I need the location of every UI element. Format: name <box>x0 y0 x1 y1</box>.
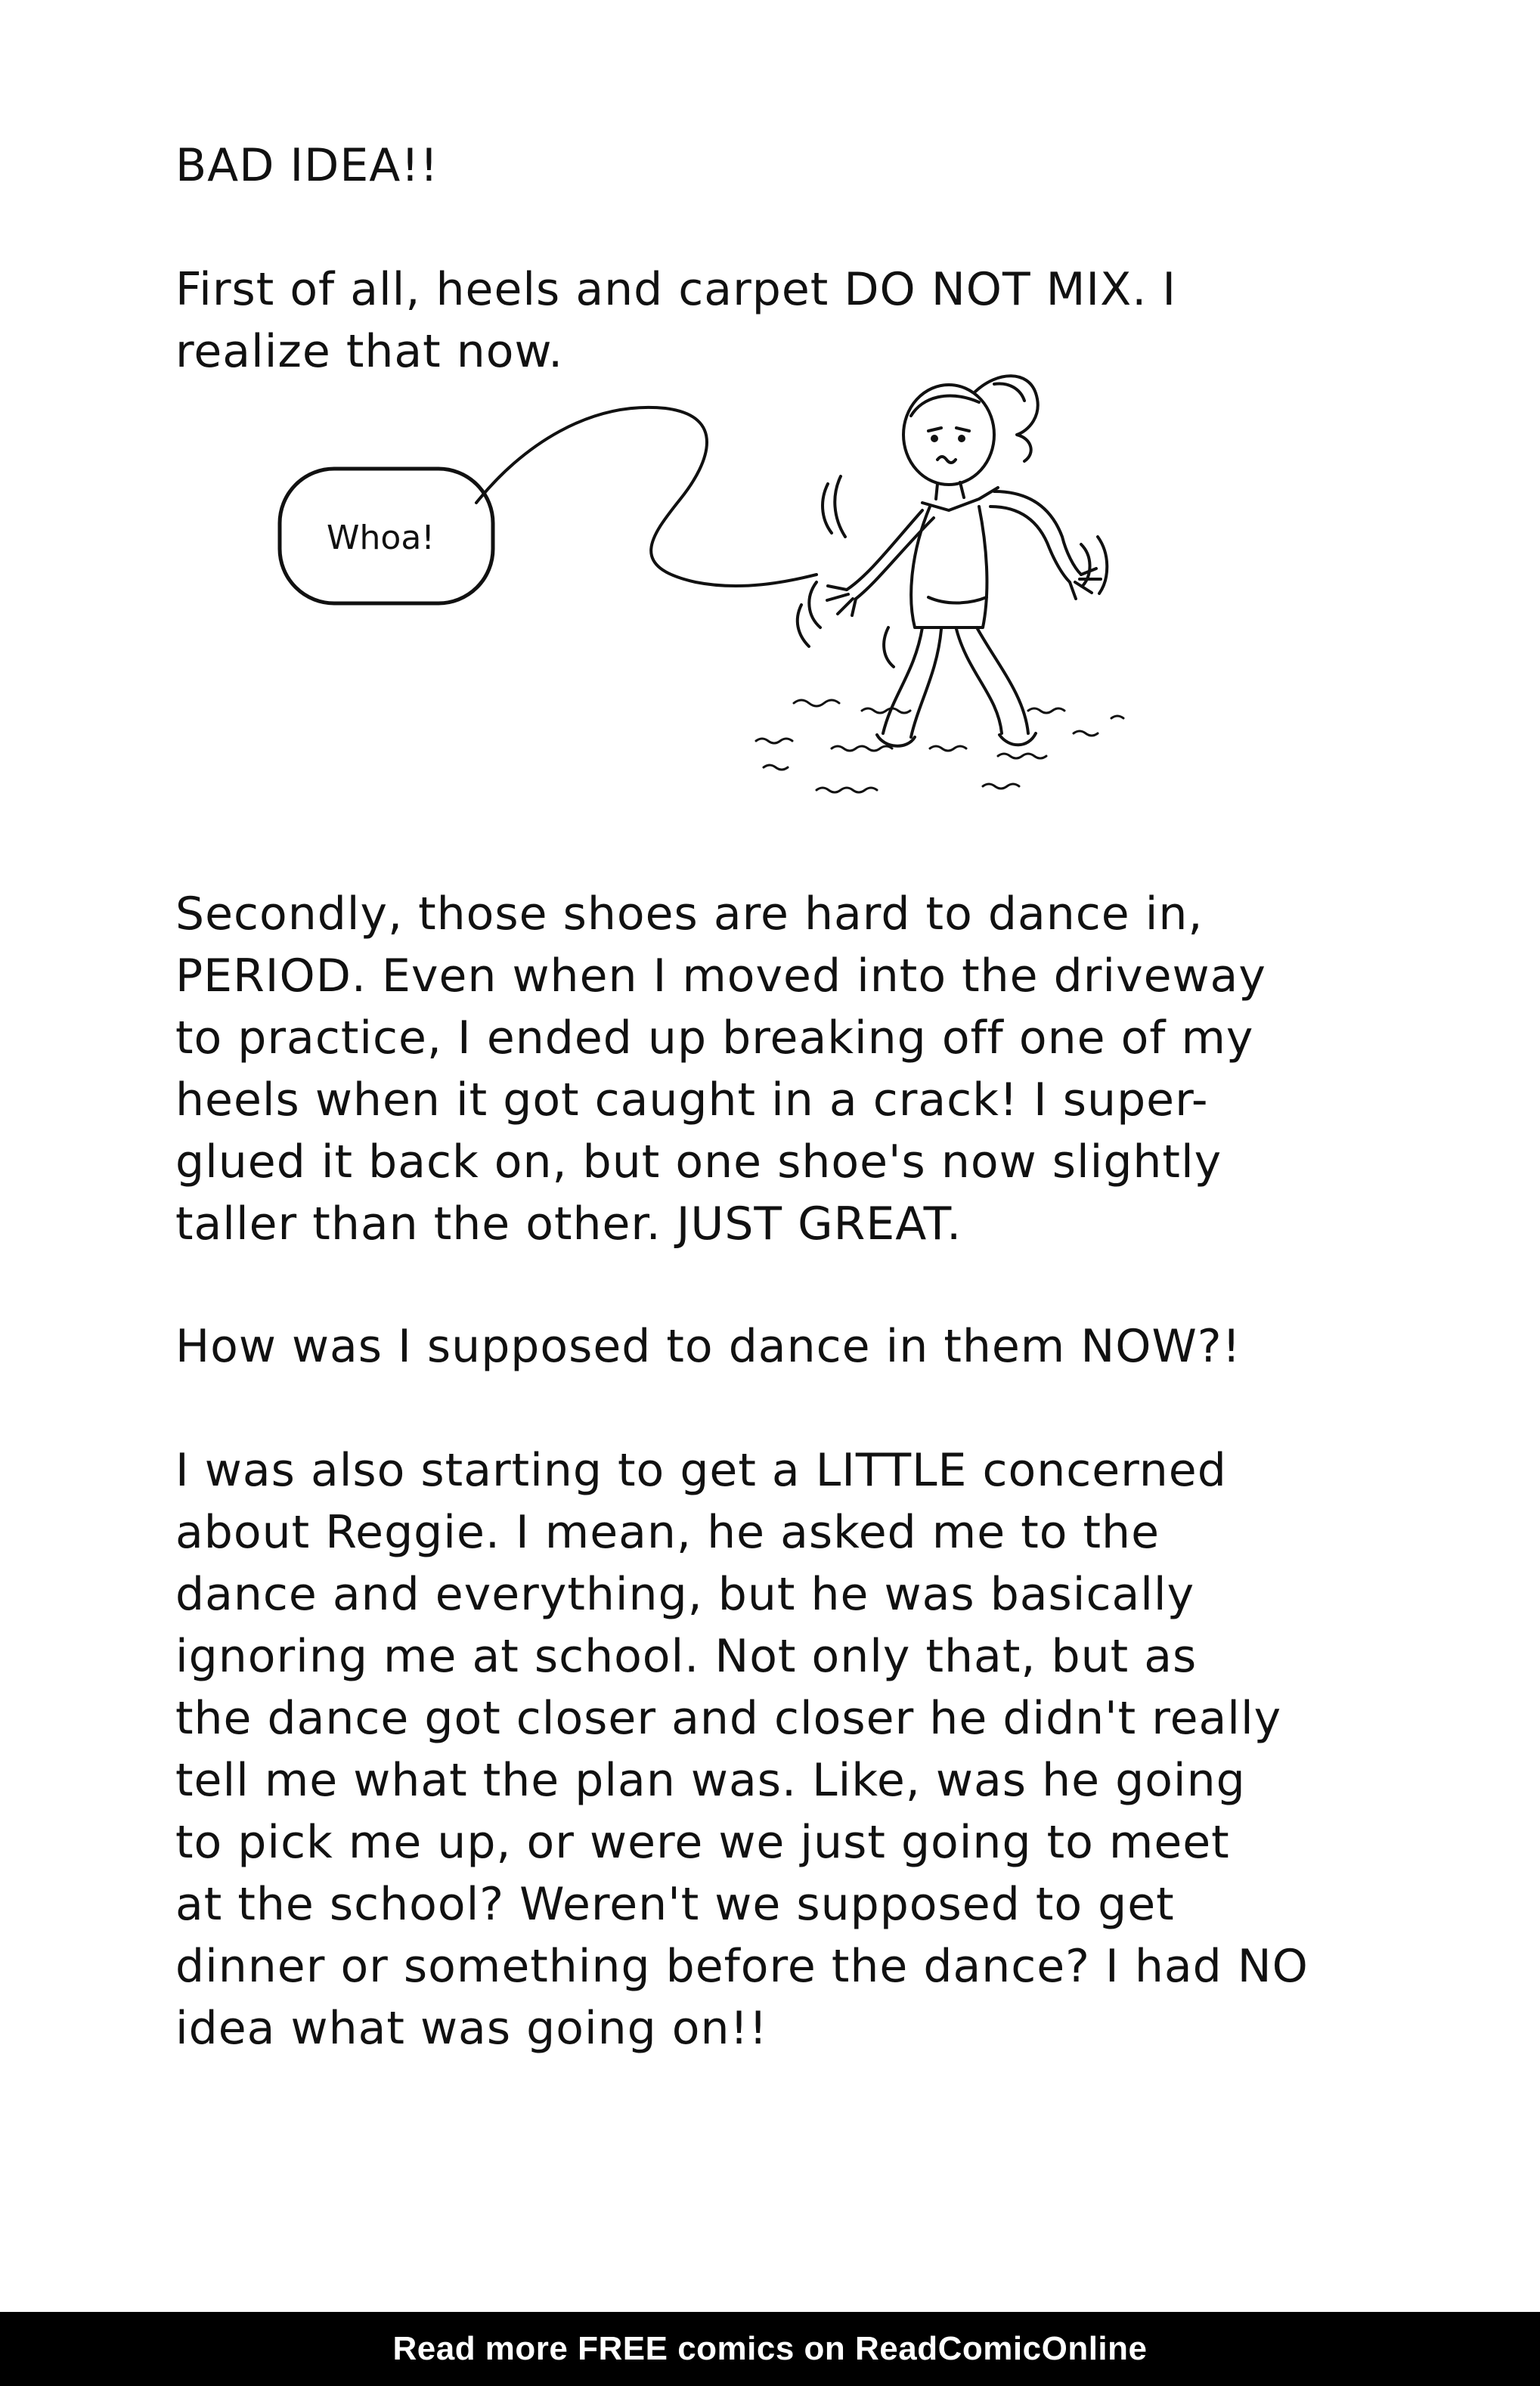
girl-figure <box>798 376 1107 745</box>
carpet-texture <box>756 700 1123 792</box>
paragraph-how-dance: How was I supposed to dance in them NOW?! <box>175 1320 1241 1373</box>
paragraph-reggie-concern: I was also starting to get a LITTLE concerned about Reggie. I mean, he asked me to the dance and everything, but he was basically ignoring me at school. Not only that, but as the dance got closer and closer he didn't really tell me what the plan was. Like, was he going to pick me up, or were we just going to meet at the school? Weren't we supposed to get dinner or something before the dance? I had NO idea what was going on!! <box>175 1444 1309 2055</box>
girl-wobbling-illustration <box>272 355 1255 839</box>
paragraph-heels-carpet: First of all, heels and carpet DO NOT MIX. I realize that now. <box>175 263 1177 378</box>
footer-banner-text[interactable]: Read more FREE comics on ReadComicOnline <box>392 2330 1148 2367</box>
paragraph-shoes-hard: Secondly, those shoes are hard to dance in, PERIOD. Even when I moved into the driveway to practice, I ended up breaking off one of my heels when it got caught in a crack! I super- glued it back on, but one shoe's now slightly taller than the other. JUST GREAT. <box>175 888 1266 1250</box>
speech-tail-line <box>476 407 816 586</box>
heading-text: BAD IDEA!! <box>175 139 439 192</box>
speech-bubble-text: Whoa! <box>327 519 435 557</box>
footer-banner[interactable] <box>0 2312 1540 2386</box>
speech-bubble <box>280 469 493 603</box>
